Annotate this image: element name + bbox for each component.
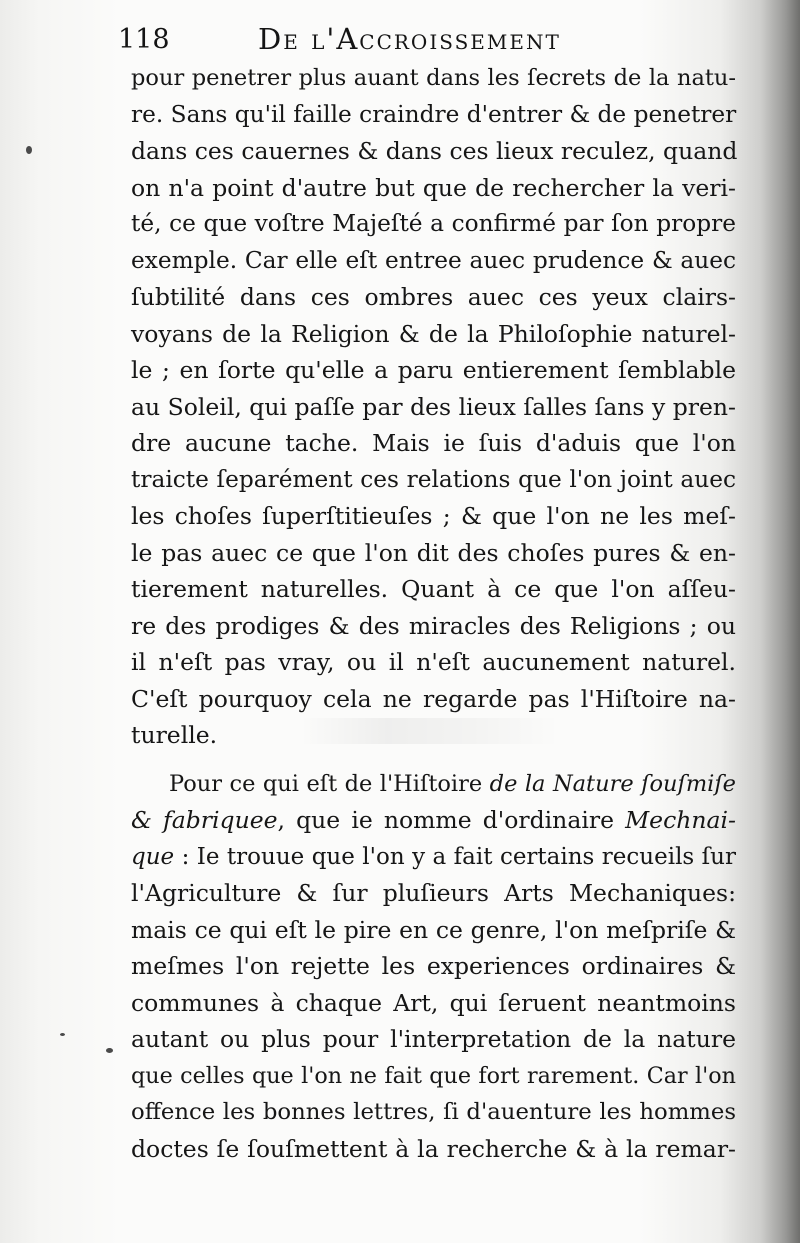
- running-head: [118, 14, 738, 60]
- text-line: que celles que l'on ne fait que fort rarement. Car l'on: [131, 1062, 736, 1089]
- text-run: : Ie trouue que l'on y a fait certains recueils ſur: [174, 843, 736, 870]
- text-line: [131, 839, 736, 876]
- text-line: exemple. Car elle eſt entree auec prudence & auec: [131, 246, 736, 274]
- text-line: le pas auec ce que l'on dit des choſes pures & en-: [131, 538, 736, 567]
- text-line: C'eſt pourquoy cela ne regarde pas l'Hiſtoire na-: [131, 684, 736, 713]
- ink-speck: [106, 1048, 113, 1053]
- text-line: il n'eſt pas vray, ou il n'eſt aucunement naturel.: [131, 648, 736, 676]
- text-line: communes à chaque Art, qui ſeruent neantmoins: [131, 988, 736, 1017]
- text-line: [131, 802, 736, 839]
- text-line: au Soleil, qui paſſe par des lieux ſalles ſans y pren-: [131, 392, 736, 421]
- text-line: mais ce qui eſt le pire en ce genre, l'on meſpriſe &: [131, 915, 736, 944]
- italic-run: de la Nature ſouſmiſe: [489, 770, 736, 797]
- text-line: re des prodiges & des miracles des Religions ; ou: [131, 611, 736, 640]
- italic-run: que: [131, 843, 175, 870]
- text-line: l'Agriculture & ſur pluſieurs Arts Mechaniques:: [131, 879, 736, 907]
- text-line: les choſes ſuperſtitieuſes ; & que l'on ne les meſ-: [131, 502, 736, 530]
- text-line: voyans de la Religion & de la Philoſophie naturel-: [131, 319, 736, 348]
- text-line: dre aucune tache. Mais ie ſuis d'aduis que l'on: [131, 429, 736, 457]
- paragraph-start-line: [131, 766, 736, 803]
- text-line: turelle.: [131, 721, 218, 749]
- text-line: offence les bonnes lettres, ſi d'auenture les hommes: [131, 1099, 736, 1125]
- text-line: autant ou plus pour l'interpretation de la nature: [131, 1025, 736, 1053]
- page-number: 118: [118, 24, 170, 55]
- text-line: on n'a point d'autre but que de rechercher la veri-: [131, 173, 736, 202]
- text-line: traicte ſeparément ces relations que l'on joint auec: [131, 465, 736, 493]
- italic-run: & fabriquee: [131, 806, 278, 834]
- text-line: té, ce que voſtre Majeſté a confirmé par ſon propre: [131, 210, 736, 237]
- text-line: tierement naturelles. Quant à ce que l'on aſſeu-: [131, 575, 736, 603]
- ink-speck: [60, 1033, 65, 1036]
- text-run: , que ie nomme d'ordinaire: [277, 806, 626, 834]
- text-line: pour penetrer plus auant dans les ſecrets de la natu-: [131, 65, 736, 91]
- text-line: re. Sans qu'il faille craindre d'entrer & de penetrer: [131, 100, 737, 128]
- body-text: [131, 60, 736, 1167]
- text-line: le ; en ſorte qu'elle a paru entierement ſemblable: [131, 356, 736, 384]
- text-line: dans ces cauernes & dans ces lieux reculez, quand: [131, 137, 738, 165]
- ink-speck: [26, 146, 32, 154]
- italic-run: Mechnai-: [625, 806, 736, 834]
- running-title: De l'Accroissement: [258, 22, 561, 56]
- text-line: meſmes l'on rejette les experiences ordinaires &: [131, 952, 736, 980]
- text-line: ſubtilité dans ces ombres auec ces yeux clairs-: [131, 283, 736, 311]
- text-run: Pour ce qui eſt de l'Hiſtoire: [169, 770, 490, 797]
- text-line: doctes ſe ſouſmettent à la recherche & à la remar-: [131, 1134, 736, 1163]
